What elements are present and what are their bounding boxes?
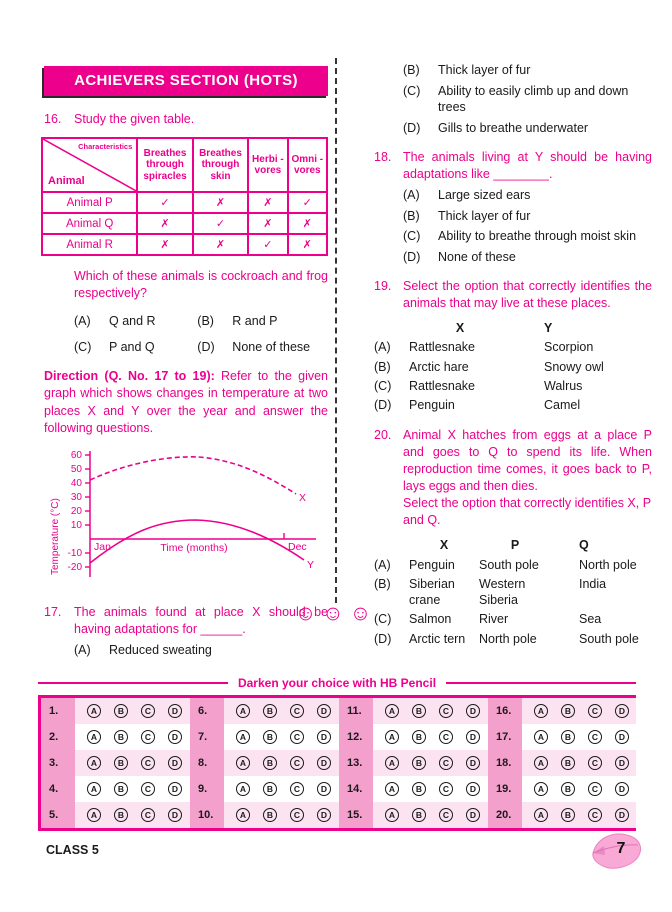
omr-bubble-b[interactable]: B xyxy=(263,730,277,744)
omr-bubble-a[interactable]: A xyxy=(385,808,399,822)
question-number: 20. xyxy=(374,428,392,443)
question-19 xyxy=(374,278,652,312)
check-mark: ✓ xyxy=(248,234,287,255)
series-x-label: X xyxy=(299,492,307,504)
option-x-value: Penguin xyxy=(409,557,455,572)
ytick: -20 xyxy=(67,562,82,573)
option-d xyxy=(403,249,652,266)
omr-question-number: 18. xyxy=(488,750,522,776)
option-label: (C) xyxy=(374,378,392,393)
option-label: (C) xyxy=(403,83,421,98)
option-x-value: Siberian crane xyxy=(409,576,455,607)
omr-question-number: 10. xyxy=(190,802,224,828)
question-text: Which of these animals is cockroach and frog respectively? xyxy=(74,269,328,300)
omr-question-number: 3. xyxy=(41,750,75,776)
omr-bubble-row xyxy=(224,750,339,776)
omr-bubble-c[interactable]: C xyxy=(290,756,304,770)
option-text: P and Q xyxy=(109,339,155,354)
omr-bubble-b[interactable]: B xyxy=(114,808,128,822)
q19-col-header-y: Y xyxy=(544,321,553,335)
omr-bubble-row xyxy=(75,698,190,724)
omr-bubble-c[interactable]: C xyxy=(588,730,602,744)
omr-bubble-d[interactable]: D xyxy=(466,808,480,822)
option-q-value: India xyxy=(579,576,607,591)
omr-bubble-d[interactable]: D xyxy=(317,808,331,822)
omr-bubble-d[interactable]: D xyxy=(466,704,480,718)
page-number-leaf xyxy=(590,829,646,876)
omr-question-number: 2. xyxy=(41,724,75,750)
option-c xyxy=(74,339,197,356)
option-label: (A) xyxy=(374,557,391,572)
omr-bubble-b[interactable]: B xyxy=(412,756,426,770)
omr-bubble-c[interactable]: C xyxy=(141,730,155,744)
ytick: 30 xyxy=(70,492,82,503)
omr-bubble-b[interactable]: B xyxy=(114,756,128,770)
check-mark: ✓ xyxy=(288,192,327,213)
omr-question-number: 11. xyxy=(339,698,373,724)
omr-question-number: 12. xyxy=(339,724,373,750)
option-text: Ability to easily climb up and down trees xyxy=(438,83,629,114)
title-rule-left xyxy=(38,682,228,684)
omr-bubble-c[interactable]: C xyxy=(141,756,155,770)
omr-bubble-b[interactable]: B xyxy=(561,808,575,822)
option-label: (C) xyxy=(74,339,92,354)
omr-bubble-b[interactable]: B xyxy=(561,756,575,770)
omr-question-number: 7. xyxy=(190,724,224,750)
option-text: R and P xyxy=(232,314,278,328)
option-label: (D) xyxy=(374,631,392,646)
y-axis-label: Temperature (°C) xyxy=(50,498,61,575)
option-label: (D) xyxy=(374,398,392,412)
option-q-value: North pole xyxy=(579,557,637,572)
omr-question-number: 8. xyxy=(190,750,224,776)
option-d xyxy=(197,339,328,356)
omr-bubble-c[interactable]: C xyxy=(439,782,453,796)
omr-bubble-row xyxy=(373,750,488,776)
omr-bubble-c[interactable]: C xyxy=(588,756,602,770)
direction-bold: Direction (Q. No. 17 to 19): xyxy=(44,369,215,383)
omr-bubble-a[interactable]: A xyxy=(87,782,101,796)
q20-col-header-q: Q xyxy=(579,538,589,553)
animal-row-label: Animal R xyxy=(42,234,137,255)
x-start-label: Jan xyxy=(94,541,111,553)
option-p-value: River xyxy=(479,612,509,627)
q19-option-table xyxy=(374,317,652,413)
option-text: None of these xyxy=(232,339,311,354)
cross-mark: ✗ xyxy=(248,192,287,213)
omr-question-number: 15. xyxy=(339,802,373,828)
option-q-value: South pole xyxy=(579,631,639,646)
omr-bubble-d[interactable]: D xyxy=(168,730,182,744)
omr-bubble-d[interactable]: D xyxy=(317,782,331,796)
omr-bubble-a[interactable]: A xyxy=(236,730,250,744)
omr-bubble-c[interactable]: C xyxy=(290,730,304,744)
page-number: 7 xyxy=(616,840,626,857)
q16-table-row xyxy=(42,234,327,255)
omr-bubble-row xyxy=(75,776,190,802)
series-x-curve xyxy=(90,457,296,494)
omr-bubble-c[interactable]: C xyxy=(439,704,453,718)
option-y-value: Walrus xyxy=(544,378,583,393)
omr-bubble-b[interactable]: B xyxy=(263,756,277,770)
option-text: Thick layer of fur xyxy=(438,208,531,223)
omr-bubble-row xyxy=(224,802,339,828)
omr-bubble-d[interactable]: D xyxy=(615,756,629,770)
omr-bubble-b[interactable]: B xyxy=(114,730,128,744)
q18-options xyxy=(374,187,652,265)
omr-bubble-b[interactable]: B xyxy=(263,704,277,718)
option-y-value: Snowy owl xyxy=(544,359,604,374)
option-y-value: Scorpion xyxy=(544,340,594,355)
omr-bubble-a[interactable]: A xyxy=(87,704,101,718)
omr-bubble-row xyxy=(522,802,636,828)
omr-bubble-row xyxy=(75,724,190,750)
option-x-value: Penguin xyxy=(409,398,455,412)
omr-question-number: 9. xyxy=(190,776,224,802)
omr-bubble-d[interactable]: D xyxy=(168,808,182,822)
option-label: (B) xyxy=(197,314,214,328)
ytick: 40 xyxy=(70,478,82,489)
option-text: Ability to breathe through moist skin xyxy=(438,229,637,243)
omr-bubble-b[interactable]: B xyxy=(114,704,128,718)
question-text: The animals living at Y should be having adaptations like ________. xyxy=(403,150,652,181)
question-number: 18. xyxy=(374,150,392,164)
option-text: None of these xyxy=(438,249,516,264)
omr-question-number: 6. xyxy=(190,698,224,724)
omr-bubble-d[interactable]: D xyxy=(466,730,480,744)
omr-bubble-row xyxy=(373,776,488,802)
option-label: (D) xyxy=(403,120,421,135)
omr-bubble-row xyxy=(75,750,190,776)
class-label: CLASS 5 xyxy=(46,843,99,857)
corner-label-animal: Animal xyxy=(48,175,85,187)
option-a xyxy=(403,187,652,204)
q16-table-body xyxy=(42,138,327,255)
omr-bubble-c[interactable]: C xyxy=(439,730,453,744)
spacer xyxy=(374,537,409,553)
question-text: Study the given table. xyxy=(74,112,195,126)
option-x-value: Arctic hare xyxy=(409,359,469,374)
option-text: Thick layer of fur xyxy=(438,63,531,77)
option-label: (C) xyxy=(374,612,392,627)
omr-bubble-d[interactable]: D xyxy=(168,756,182,770)
corner-label-characteristics: Characteristics xyxy=(78,142,133,151)
q17-options-continued xyxy=(374,62,652,136)
q20-col-header-x: X xyxy=(439,538,449,553)
q17-option-d xyxy=(403,120,652,137)
omr-bubble-c[interactable]: C xyxy=(141,808,155,822)
ytick: 50 xyxy=(70,464,82,475)
title-rule-right xyxy=(446,682,636,684)
spacer xyxy=(374,320,409,336)
check-mark: ✓ xyxy=(193,213,248,234)
question-text: The animals found at place X should be having adaptations for ______. xyxy=(74,605,328,636)
spacer xyxy=(44,268,74,302)
omr-question-number: 1. xyxy=(41,698,75,724)
option-label: (A) xyxy=(74,314,91,328)
omr-bubble-d[interactable]: D xyxy=(168,704,182,718)
option-label: (B) xyxy=(374,576,391,591)
question-18 xyxy=(374,149,652,183)
omr-bubble-b[interactable]: B xyxy=(412,704,426,718)
column-divider xyxy=(335,58,337,603)
option-x-value: Arctic tern xyxy=(409,631,466,646)
omr-question-number: 20. xyxy=(488,802,522,828)
omr-bubble-a[interactable]: A xyxy=(385,756,399,770)
series-y-label: Y xyxy=(307,559,315,571)
omr-bubble-b[interactable]: B xyxy=(263,808,277,822)
option-x-value: Salmon xyxy=(409,612,452,627)
omr-bubble-d[interactable]: D xyxy=(615,808,629,822)
omr-bubble-b[interactable]: B xyxy=(561,782,575,796)
q19-col-header-x: X xyxy=(455,321,465,335)
option-b xyxy=(197,313,328,330)
question-number: 19. xyxy=(374,279,392,293)
ytick: 10 xyxy=(70,520,82,531)
omr-answer-sheet xyxy=(38,676,636,831)
omr-bubble-row xyxy=(75,802,190,828)
ytick: 20 xyxy=(70,506,82,517)
option-b xyxy=(403,208,652,225)
omr-bubble-d[interactable]: D xyxy=(615,704,629,718)
q16-options xyxy=(44,313,328,355)
option-text: Q and R xyxy=(109,314,156,328)
option-x-value: Rattlesnake xyxy=(409,378,476,393)
omr-bubble-c[interactable]: C xyxy=(439,756,453,770)
option-label: (C) xyxy=(403,229,421,243)
omr-bubble-row xyxy=(373,698,488,724)
omr-bubble-row xyxy=(224,776,339,802)
cross-mark: ✗ xyxy=(288,213,327,234)
omr-bubble-c[interactable]: C xyxy=(290,704,304,718)
omr-bubble-a[interactable]: A xyxy=(385,782,399,796)
option-q-value: Sea xyxy=(579,612,602,627)
option-x-value: Rattlesnake xyxy=(409,340,476,355)
q16-table xyxy=(41,137,328,256)
q17-option-a xyxy=(44,642,328,659)
omr-bubble-a[interactable]: A xyxy=(534,808,548,822)
omr-question-number: 16. xyxy=(488,698,522,724)
omr-bubble-a[interactable]: A xyxy=(87,756,101,770)
omr-bubble-d[interactable]: D xyxy=(466,782,480,796)
option-c xyxy=(403,228,652,245)
omr-bubble-a[interactable]: A xyxy=(385,704,399,718)
column-header: Breathes through spiracles xyxy=(137,138,193,192)
omr-bubble-c[interactable]: C xyxy=(141,704,155,718)
omr-bubble-c[interactable]: C xyxy=(588,704,602,718)
ytick: -10 xyxy=(67,548,82,559)
x-end-label: Dec xyxy=(288,541,307,553)
q16-table-corner-cell xyxy=(42,138,137,192)
omr-bubble-a[interactable]: A xyxy=(534,782,548,796)
omr-question-number: 13. xyxy=(339,750,373,776)
option-text: Gills to breathe underwater xyxy=(438,120,589,135)
omr-question-number: 14. xyxy=(339,776,373,802)
omr-question-number: 4. xyxy=(41,776,75,802)
cross-mark: ✗ xyxy=(137,234,193,255)
omr-bubble-b[interactable]: B xyxy=(412,782,426,796)
cross-mark: ✗ xyxy=(193,192,248,213)
omr-bubble-row xyxy=(373,724,488,750)
leaf-icon xyxy=(590,829,646,873)
question-number: 17. xyxy=(44,605,62,619)
column-header: Herbi -vores xyxy=(248,138,287,192)
omr-bubble-d[interactable]: D xyxy=(317,756,331,770)
omr-bubble-c[interactable]: C xyxy=(588,808,602,822)
animal-row-label: Animal Q xyxy=(42,213,137,234)
column-header: Breathes through skin xyxy=(193,138,248,192)
option-a xyxy=(74,313,197,330)
omr-bubble-a[interactable]: A xyxy=(236,808,250,822)
question-16 xyxy=(44,111,328,128)
omr-question-number: 5. xyxy=(41,802,75,828)
omr-bubble-row xyxy=(522,724,636,750)
omr-bubble-a[interactable]: A xyxy=(87,808,101,822)
option-label: (A) xyxy=(403,188,420,202)
cross-mark: ✗ xyxy=(193,234,248,255)
omr-question-number: 19. xyxy=(488,776,522,802)
cross-mark: ✗ xyxy=(248,213,287,234)
option-label: (D) xyxy=(403,249,421,264)
check-mark: ✓ xyxy=(137,192,193,213)
option-label: (A) xyxy=(374,340,391,355)
cross-mark: ✗ xyxy=(137,213,193,234)
option-label: (B) xyxy=(403,63,420,77)
omr-bubble-b[interactable]: B xyxy=(561,730,575,744)
omr-bubble-d[interactable]: D xyxy=(466,756,480,770)
direction-note xyxy=(44,368,328,437)
column-header: Omni -vores xyxy=(288,138,327,192)
omr-grid xyxy=(38,695,636,831)
direction-text: Refer to the given graph which shows changes in temperature at two places X and Y over the year and answer the following questions. xyxy=(44,369,328,435)
omr-bubble-row xyxy=(224,724,339,750)
q20-option-table xyxy=(374,534,652,647)
omr-bubble-d[interactable]: D xyxy=(317,704,331,718)
animal-row-label: Animal P xyxy=(42,192,137,213)
question-text: Animal X hatches from eggs at a place P and goes to Q to spend its life. When reproduction time comes, it goes back to P, lays eggs and then dies. xyxy=(403,428,652,494)
ytick: 60 xyxy=(70,450,82,461)
option-label: (B) xyxy=(403,208,420,223)
omr-bubble-b[interactable]: B xyxy=(114,782,128,796)
omr-title-row xyxy=(38,676,636,690)
omr-bubble-d[interactable]: D xyxy=(168,782,182,796)
omr-title-text: Darken your choice with HB Pencil xyxy=(237,676,437,690)
omr-bubble-a[interactable]: A xyxy=(236,782,250,796)
omr-bubble-b[interactable]: B xyxy=(263,782,277,796)
option-label: (B) xyxy=(374,359,391,374)
cross-mark: ✗ xyxy=(288,234,327,255)
omr-bubble-d[interactable]: D xyxy=(615,730,629,744)
question-20 xyxy=(374,427,652,495)
option-y-value: Camel xyxy=(544,398,581,412)
omr-bubble-a[interactable]: A xyxy=(534,756,548,770)
q16-table-row xyxy=(42,192,327,213)
q17-option-c xyxy=(403,83,652,116)
omr-bubble-c[interactable]: C xyxy=(141,782,155,796)
omr-bubble-b[interactable]: B xyxy=(412,730,426,744)
q17-option-b xyxy=(403,62,652,79)
omr-bubble-row xyxy=(522,698,636,724)
omr-bubble-a[interactable]: A xyxy=(534,730,548,744)
omr-bubble-row xyxy=(373,802,488,828)
omr-bubble-row xyxy=(522,750,636,776)
option-label: (D) xyxy=(197,339,215,354)
omr-bubble-a[interactable]: A xyxy=(87,730,101,744)
q16-table-row xyxy=(42,213,327,234)
section-header: ACHIEVERS SECTION (HOTS) xyxy=(44,66,328,96)
option-label: (A) xyxy=(74,643,91,657)
right-column xyxy=(374,62,652,647)
omr-bubble-d[interactable]: D xyxy=(615,782,629,796)
q20-col-header-p: P xyxy=(510,538,520,553)
option-text: Reduced sweating xyxy=(109,643,212,657)
omr-bubble-b[interactable]: B xyxy=(412,808,426,822)
question-number: 16. xyxy=(44,112,62,126)
option-p-value: North pole xyxy=(479,631,537,646)
temperature-graph xyxy=(44,447,328,596)
line-chart xyxy=(44,447,326,593)
omr-bubble-a[interactable]: A xyxy=(236,704,250,718)
left-column xyxy=(44,66,328,659)
omr-bubble-c[interactable]: C xyxy=(439,808,453,822)
q20-text-2: Select the option that correctly identifies X, P and Q. xyxy=(403,496,651,528)
option-p-value: Western Siberia xyxy=(479,576,526,607)
q16-sub-question xyxy=(44,268,328,302)
omr-bubble-a[interactable]: A xyxy=(534,704,548,718)
omr-bubble-b[interactable]: B xyxy=(561,704,575,718)
omr-bubble-c[interactable]: C xyxy=(588,782,602,796)
omr-bubble-a[interactable]: A xyxy=(385,730,399,744)
q16-table-header-row xyxy=(42,138,327,192)
omr-bubble-d[interactable]: D xyxy=(317,730,331,744)
omr-bubble-c[interactable]: C xyxy=(290,782,304,796)
option-p-value: South pole xyxy=(479,557,539,572)
x-axis-label: Time (months) xyxy=(160,542,228,554)
option-text: Large sized ears xyxy=(438,188,531,202)
omr-bubble-c[interactable]: C xyxy=(290,808,304,822)
smiley-icons: ☺☺☺ xyxy=(294,602,378,625)
omr-bubble-a[interactable]: A xyxy=(236,756,250,770)
omr-bubble-row xyxy=(522,776,636,802)
omr-question-number: 17. xyxy=(488,724,522,750)
question-text: Select the option that correctly identifies the animals that may live at these places. xyxy=(403,279,652,310)
omr-bubble-row xyxy=(224,698,339,724)
